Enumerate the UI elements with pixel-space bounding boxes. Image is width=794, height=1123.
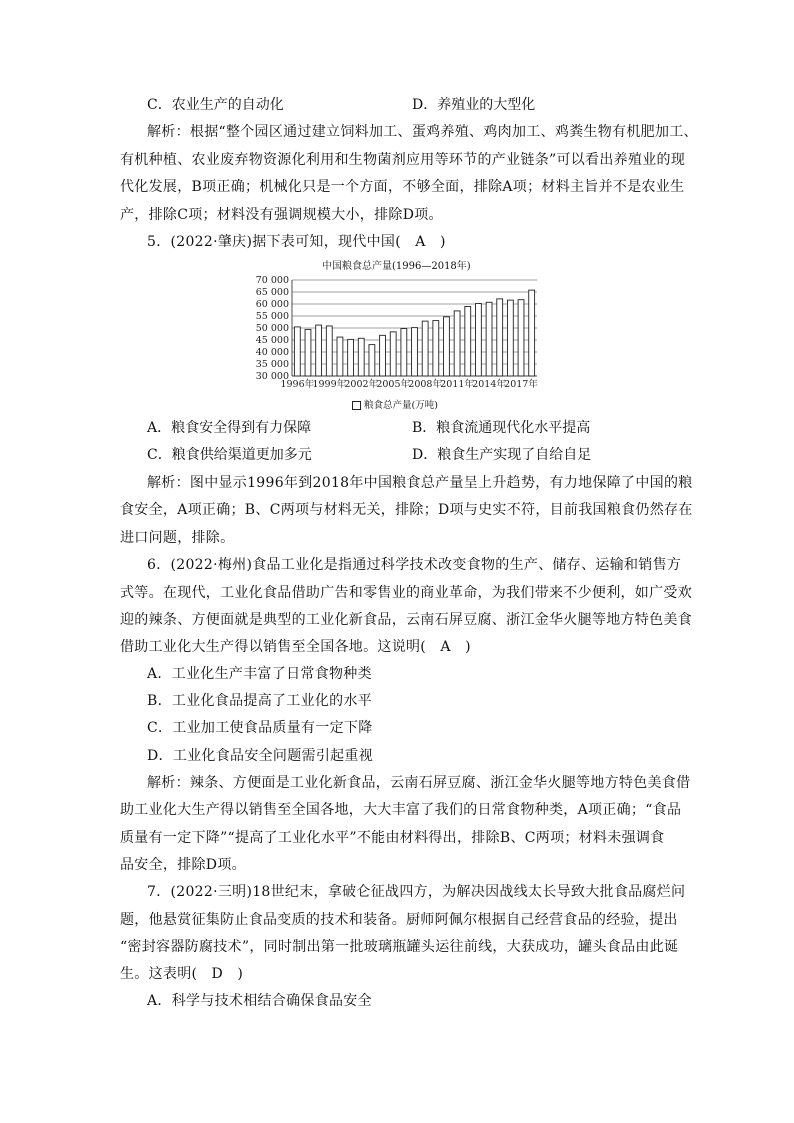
q6-option-a: A．工业化生产丰富了日常食物种类 — [147, 666, 372, 682]
q6-analysis-line: 品安全，排除D项。 — [120, 857, 246, 873]
x-tick-label: 2002年 — [344, 379, 379, 390]
bar — [369, 345, 375, 376]
y-tick-label: 65 000 — [255, 287, 289, 298]
x-tick-label: 2017年 — [504, 379, 538, 390]
x-tick-label: 2011年 — [440, 379, 474, 390]
q5-option-a: A．粮食安全得到有力保障 — [147, 420, 312, 436]
q6-analysis-line: 质量有一定下降”“提高了工业化水平”不能由材料得出，排除B、C两项；材料未强调食 — [120, 830, 665, 846]
y-tick-label: 40 000 — [255, 347, 289, 358]
q4-analysis-line: 有机种植、农业废弃物资源化利用和生物菌剂应用等环节的产业链条”可以看出养殖业的现 — [120, 152, 686, 168]
q4-analysis-line: 代化发展，B项正确；机械化只是一个方面，不够全面，排除A项；材料主旨并不是农业生 — [120, 179, 685, 195]
legend-swatch — [352, 401, 361, 410]
bar — [475, 304, 481, 376]
q7-stem-line: 生。这表明( D ) — [120, 966, 244, 982]
bar — [465, 306, 471, 376]
q4-option-c: C．农业生产的自动化 — [147, 97, 284, 113]
bar — [507, 300, 513, 376]
bar — [454, 311, 460, 376]
q5-option-d: D．粮食生产实现了自给自足 — [412, 447, 592, 463]
q7-option-a: A．科学与技术相结合确保食品安全 — [147, 993, 372, 1009]
q5-analysis-line: 解析：图中显示1996年到2018年中国粮食总产量呈上升趋势，有力地保障了中国的粮 — [147, 475, 693, 491]
y-tick-label: 55 000 — [255, 311, 289, 322]
q6-stem-line: 6．(2022·梅州)食品工业化是指通过科学技术改变食物的生产、储存、运输和销售方 — [147, 557, 682, 573]
q5-analysis-line: 进口问题，排除。 — [120, 530, 235, 546]
bar — [326, 326, 332, 376]
grain-output-bar-chart — [245, 256, 545, 414]
y-tick-label: 50 000 — [255, 323, 289, 334]
chart-title: 中国粮食总产量(1996—2018年) — [322, 261, 471, 272]
bar — [422, 321, 428, 376]
y-tick-label: 30 000 — [255, 371, 289, 382]
q4-analysis-line: 产，排除C项；材料没有强调规模大小，排除D项。 — [120, 207, 443, 223]
q5-analysis-line: 食安全，A项正确；B、C两项与材料无关，排除；D项与史实不符，目前我国粮食仍然存在 — [120, 502, 693, 518]
bar — [401, 328, 407, 376]
y-tick-label: 70 000 — [255, 275, 289, 286]
q5-option-b: B．粮食流通现代化水平提高 — [412, 420, 591, 436]
bar — [444, 317, 450, 376]
x-tick-label: 1996年 — [280, 379, 315, 390]
q4-option-d: D．养殖业的大型化 — [412, 97, 536, 113]
bar — [390, 332, 396, 376]
x-tick-label: 2005年 — [376, 379, 411, 390]
q7-stem-line: 题，他悬赏征集防止食品变质的技术和装备。厨师阿佩尔根据自己经营食品的经验，提出 — [120, 912, 678, 928]
bar — [337, 337, 343, 376]
q6-option-b: B．工业化食品提高了工业化的水平 — [147, 693, 373, 709]
q4-analysis-line: 解析：根据“整个园区通过建立饲料加工、蛋鸡养殖、鸡肉加工、鸡粪生物有机肥加工、 — [147, 124, 698, 140]
bar — [529, 290, 535, 376]
q6-stem-line: 式等。在现代，工业化食品借助广告和零售业的商业革命，为我们带来不少便利，如广受欢 — [120, 585, 692, 601]
bar — [316, 325, 322, 376]
bar — [305, 329, 311, 376]
q5-option-c: C．粮食供给渠道更加多元 — [147, 447, 312, 463]
q6-analysis-line: 解析：辣条、方便面是工业化新食品，云南石屏豆腐、浙江金华火腿等地方特色美食借 — [147, 775, 691, 791]
bar — [486, 302, 492, 376]
legend-label: 粮食总产量(万吨) — [364, 400, 438, 411]
q6-analysis-line: 助工业化大生产得以销售至全国各地，大大丰富了我们的日常食物种类，A项正确；“食品 — [120, 802, 682, 818]
x-tick-label: 2014年 — [472, 379, 506, 390]
bar — [294, 327, 300, 376]
bar — [358, 338, 364, 376]
y-tick-label: 60 000 — [255, 299, 289, 310]
bar — [380, 335, 386, 376]
x-tick-label: 2008年 — [408, 379, 442, 390]
bar — [497, 299, 503, 376]
bar — [348, 339, 354, 376]
q7-stem-line: “密封容器防腐技术”，同时制出第一批玻璃瓶罐头运往前线，大获成功，罐头食品由此诞 — [120, 939, 679, 955]
chart-legend — [352, 397, 438, 411]
q5-stem: 5．(2022·肇庆)据下表可知，现代中国( A ) — [147, 234, 446, 250]
q6-stem-line: 迎的辣条、方便面就是典型的工业化新食品，云南石屏豆腐、浙江金华火腿等地方特色美食 — [120, 612, 692, 628]
bar — [412, 328, 418, 376]
y-tick-label: 45 000 — [255, 335, 289, 346]
x-tick-label: 1999年 — [312, 379, 347, 390]
q7-stem-line: 7．(2022·三明)18世纪末，拿破仑征战四方，为解决因战线太长导致大批食品腐烂问 — [147, 884, 686, 900]
bar — [433, 321, 439, 376]
y-tick-label: 35 000 — [255, 359, 289, 370]
q6-option-d: D．工业化食品安全问题需引起重视 — [147, 748, 374, 764]
q6-option-c: C．工业加工使食品质量有一定下降 — [147, 720, 373, 736]
q6-stem-line: 借助工业化大生产得以销售至全国各地。这说明( A ) — [120, 639, 471, 655]
bar — [518, 300, 524, 376]
